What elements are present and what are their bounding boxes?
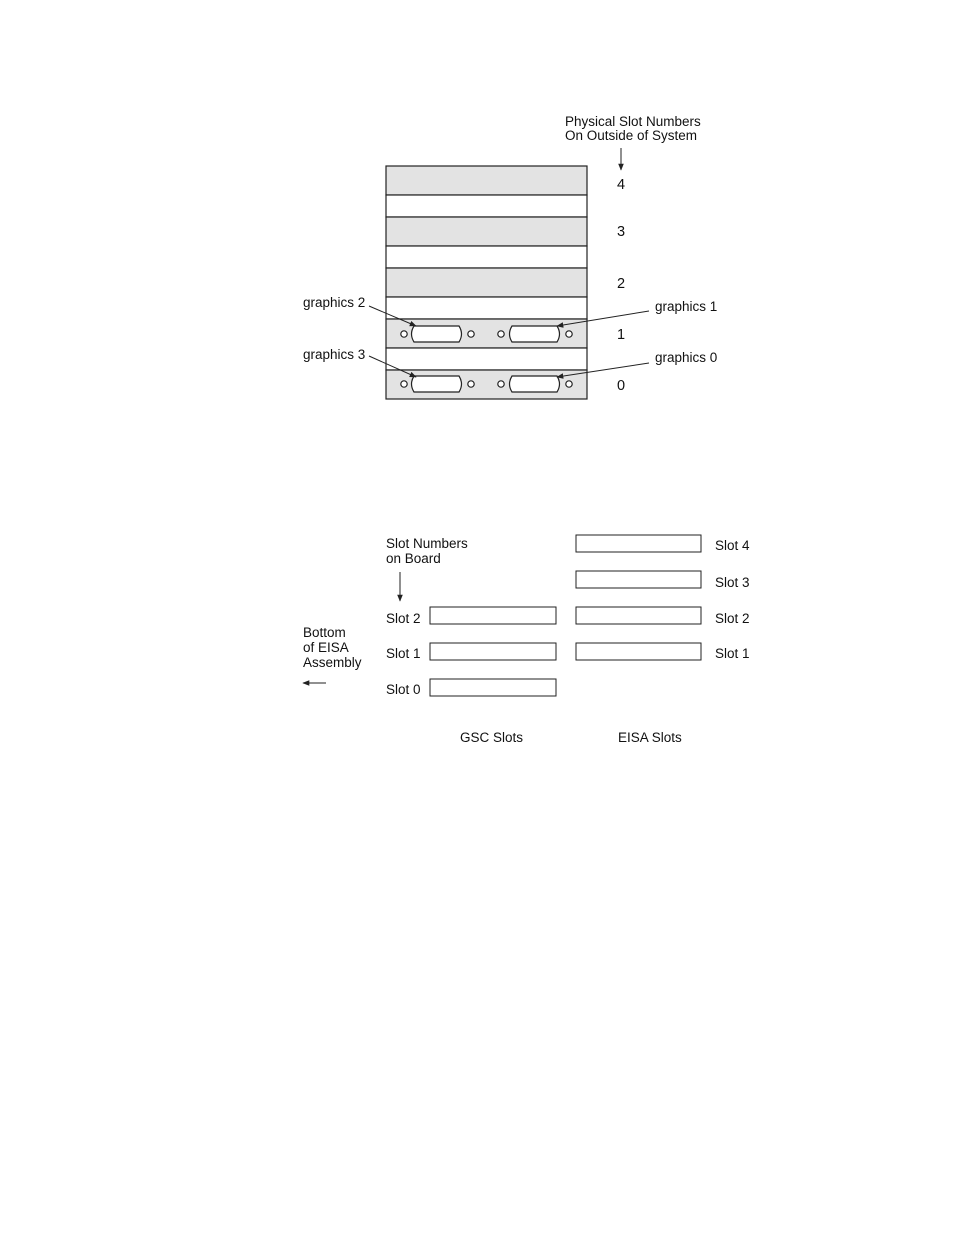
physical-slot-number-0: 0 — [617, 378, 626, 394]
eisa-slot-4-label: Slot 4 — [715, 538, 750, 553]
callout-graphics-0: graphics 0 — [655, 350, 718, 365]
physical-slot-number-1: 1 — [617, 327, 626, 343]
screw-icon — [566, 381, 572, 387]
bottom-eisa-label-line1: Bottom — [303, 625, 346, 640]
gsc-slot-1-label: Slot 1 — [386, 646, 421, 661]
board-slots — [430, 535, 701, 696]
slot-panel-4 — [386, 166, 587, 195]
physical-slot-header-line2: On Outside of System — [565, 128, 698, 143]
eisa-slot-2 — [576, 607, 701, 624]
slot-gap — [386, 246, 587, 268]
screw-icon — [566, 331, 572, 337]
gsc-slot-0-label: Slot 0 — [386, 682, 421, 697]
slot-gap — [386, 348, 587, 370]
screw-icon — [468, 381, 474, 387]
eisa-slot-4 — [576, 535, 701, 552]
eisa-slots-caption: EISA Slots — [618, 730, 682, 745]
gsc-slot-0 — [430, 679, 556, 696]
gsc-slot-1 — [430, 643, 556, 660]
callout-graphics-2: graphics 2 — [303, 295, 366, 310]
screw-icon — [498, 381, 504, 387]
board-slot-header-line1: Slot Numbers — [386, 536, 468, 551]
physical-slot-number-4: 4 — [617, 177, 626, 193]
physical-slot-header-line1: Physical Slot Numbers — [565, 114, 701, 129]
physical-slot-number-2: 2 — [617, 276, 626, 292]
dsub-connector-icon — [412, 376, 462, 392]
screw-icon — [468, 331, 474, 337]
gsc-slot-2 — [430, 607, 556, 624]
slot-panel-2 — [386, 268, 587, 297]
bottom-eisa-label-line3: Assembly — [303, 655, 362, 670]
screw-icon — [498, 331, 504, 337]
callout-graphics-3: graphics 3 — [303, 347, 366, 362]
eisa-slot-3-label: Slot 3 — [715, 575, 750, 590]
gsc-slot-2-label: Slot 2 — [386, 611, 421, 626]
eisa-slot-1 — [576, 643, 701, 660]
slot-panel-3 — [386, 217, 587, 246]
slot-stack — [386, 166, 587, 399]
dsub-connector-icon — [510, 326, 560, 342]
bottom-eisa-label-line2: of EISA — [303, 640, 349, 655]
board-slot-header-line2: on Board — [386, 551, 441, 566]
physical-slot-number-3: 3 — [617, 224, 626, 240]
eisa-slot-1-label: Slot 1 — [715, 646, 750, 661]
dsub-connector-icon — [412, 326, 462, 342]
slot-gap — [386, 297, 587, 319]
screw-icon — [401, 381, 407, 387]
slot-gap — [386, 195, 587, 217]
screw-icon — [401, 331, 407, 337]
callout-graphics-1: graphics 1 — [655, 299, 718, 314]
eisa-slot-2-label: Slot 2 — [715, 611, 750, 626]
dsub-connector-icon — [510, 376, 560, 392]
gsc-slots-caption: GSC Slots — [460, 730, 524, 745]
eisa-slot-3 — [576, 571, 701, 588]
